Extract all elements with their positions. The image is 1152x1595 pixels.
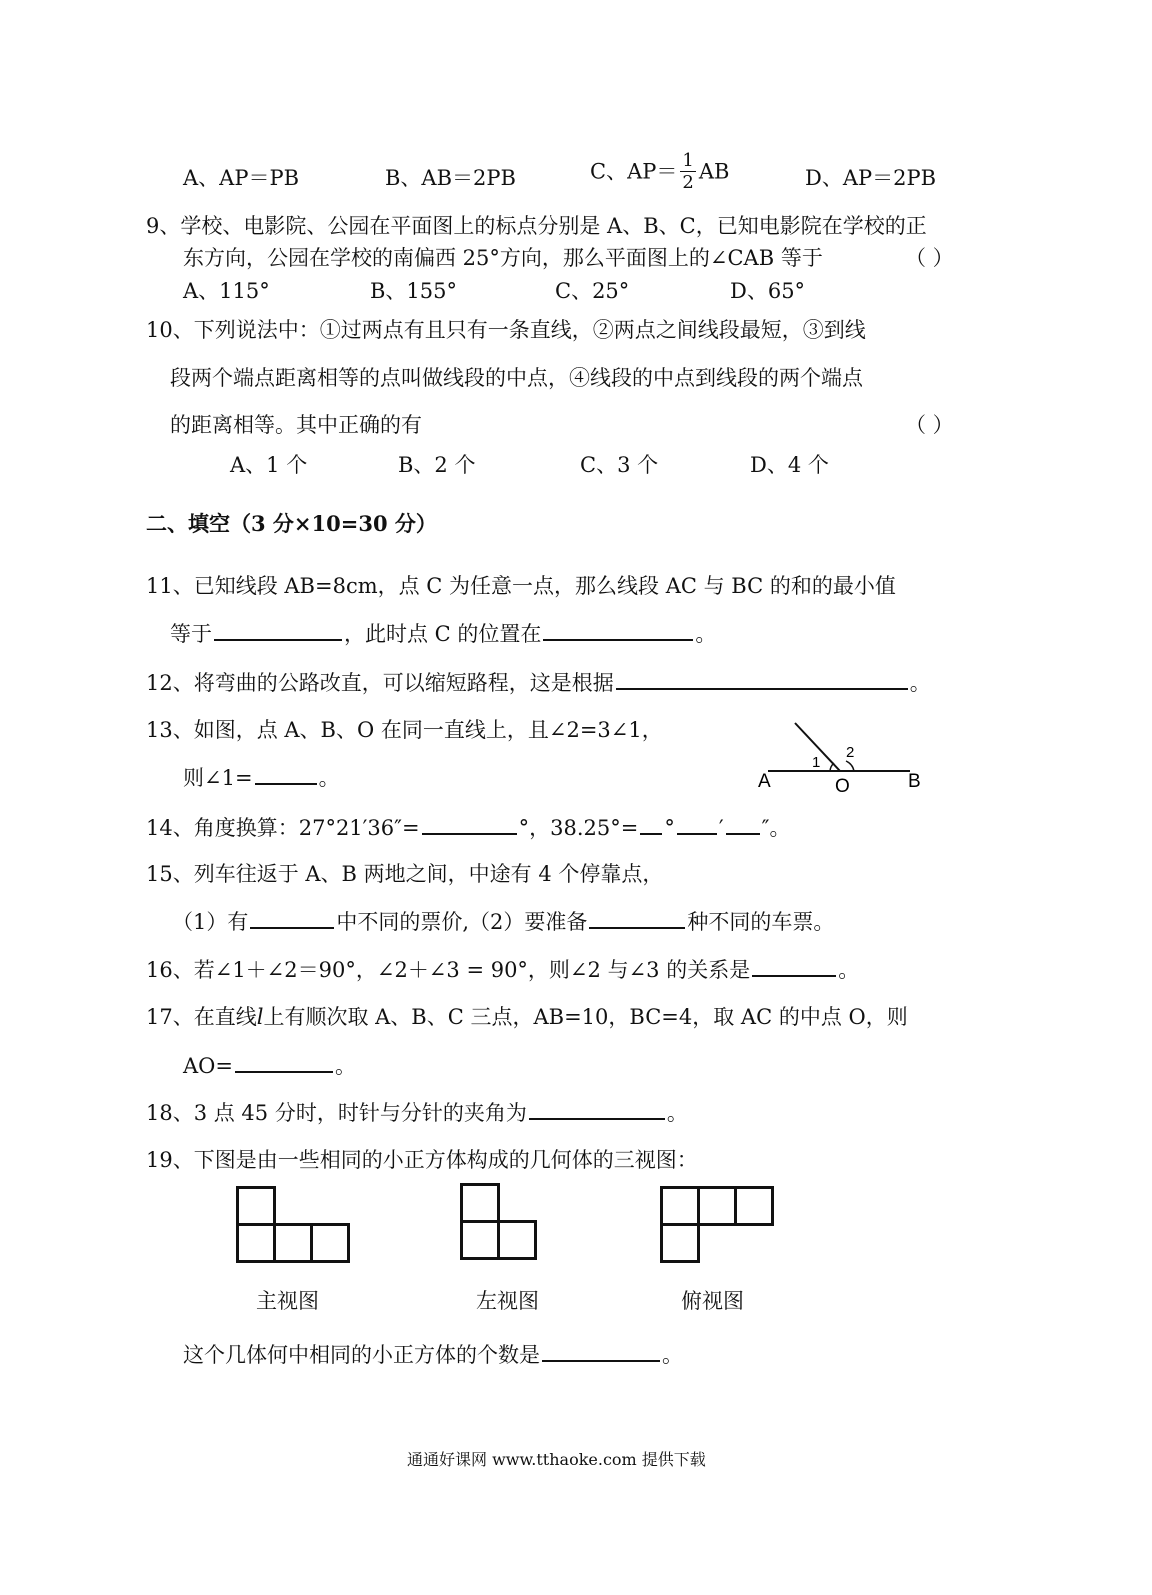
q10-option-d: D、4 个 — [750, 453, 829, 477]
q14-blank-sec[interactable] — [726, 832, 760, 835]
q17-blank[interactable] — [235, 1070, 333, 1073]
q17-prefix: AO= — [183, 1054, 233, 1078]
q12-blank[interactable] — [616, 687, 908, 690]
q14-text-b: °，38.25°= — [518, 816, 639, 840]
q14-min: ′ — [718, 816, 724, 840]
q18-text: 18、3 点 45 分时，时针与分针的夹角为 — [146, 1101, 527, 1125]
q11-middle: ，此时点 C 的位置在 — [344, 622, 542, 646]
q10-line3: 的距离相等。其中正确的有 — [170, 413, 422, 437]
q13-prefix: 则∠1= — [183, 766, 253, 790]
q11-line2 — [170, 624, 716, 645]
q10-paren: （ ） — [905, 413, 954, 437]
q8-option-b: B、AB＝2PB — [385, 166, 516, 190]
q15-part2: 中不同的票价,（2）要准备 — [336, 910, 588, 934]
q16-line — [146, 960, 859, 981]
q13-blank[interactable] — [255, 782, 317, 785]
q12-line — [146, 673, 931, 694]
top-view-grid — [660, 1186, 782, 1268]
q8-option-c-tail: AB — [698, 159, 730, 184]
grid-cell — [460, 1183, 500, 1223]
grid-cell — [660, 1186, 700, 1226]
q13-angle-figure — [750, 715, 940, 800]
grid-cell — [660, 1223, 700, 1263]
q14-deg: ° — [664, 816, 675, 840]
q17-text-a: 17、在直线 — [146, 1005, 257, 1029]
front-view-grid — [236, 1186, 358, 1268]
q9-paren: （ ） — [905, 246, 954, 270]
grid-cell — [236, 1186, 276, 1226]
grid-cell — [497, 1220, 537, 1260]
q17-line2 — [183, 1056, 356, 1077]
q15-blank-1[interactable] — [250, 926, 334, 929]
q9-option-a: A、115° — [183, 279, 270, 303]
grid-cell — [697, 1186, 737, 1226]
q14-blank-deg[interactable] — [640, 832, 662, 835]
left-view-grid — [460, 1183, 544, 1267]
top-view-caption: 俯视图 — [681, 1289, 744, 1313]
fraction-numerator: 1 — [682, 150, 694, 171]
q12-text: 12、将弯曲的公路改直，可以缩短路程，这是根据 — [146, 671, 614, 695]
grid-cell — [236, 1223, 276, 1263]
grid-cell — [734, 1186, 774, 1226]
q18-line — [146, 1103, 688, 1124]
q9-option-d: D、65° — [730, 279, 806, 303]
q10-line1: 10、下列说法中：①过两点有且只有一条直线，②两点之间线段最短，③到线 — [146, 318, 866, 342]
q18-blank[interactable] — [529, 1117, 665, 1120]
q14-sec: ″。 — [761, 816, 791, 840]
grid-cell — [273, 1223, 313, 1263]
q10-option-a: A、1 个 — [230, 453, 308, 477]
label-a: A — [758, 771, 771, 792]
q9-option-b: B、155° — [370, 279, 458, 303]
q9-line2: 东方向，公园在学校的南偏西 25°方向，那么平面图上的∠CAB 等于 — [183, 246, 823, 270]
q17-line-symbol: l — [256, 1005, 264, 1029]
q17-end: 。 — [334, 1054, 356, 1078]
q19-line1: 19、下图是由一些相同的小正方体构成的几何体的三视图： — [146, 1148, 698, 1172]
q19-answer-end: 。 — [662, 1343, 683, 1367]
q17-text-b: 上有顺次取 A、B、C 三点，AB=10，BC=4，取 AC 的中点 O，则 — [263, 1005, 908, 1029]
angle-arc — [830, 761, 854, 771]
q10-option-c: C、3 个 — [580, 453, 659, 477]
fraction-denominator: 2 — [682, 172, 694, 193]
q13-line2 — [183, 768, 340, 789]
q13-end: 。 — [318, 766, 340, 790]
q11-blank-1[interactable] — [214, 638, 342, 641]
q14-blank-1[interactable] — [422, 832, 517, 835]
left-view-caption: 左视图 — [476, 1289, 539, 1313]
q14-blank-min[interactable] — [677, 832, 717, 835]
q8-option-d: D、AP＝2PB — [805, 166, 937, 190]
q12-end: 。 — [909, 671, 931, 695]
q8-option-a: A、AP＝PB — [183, 166, 300, 190]
section-title: 二、填空（3 分×10=30 分） — [146, 511, 437, 536]
q15-blank-2[interactable] — [589, 926, 685, 929]
grid-cell — [310, 1223, 350, 1263]
q15-part1: （1）有 — [172, 910, 249, 934]
label-angle-2: 2 — [846, 744, 855, 761]
q8-fraction — [680, 152, 695, 192]
q11-blank-2[interactable] — [543, 638, 693, 641]
q8-option-c-label: C、AP＝ — [590, 159, 678, 184]
q18-end: 。 — [666, 1101, 688, 1125]
q9-option-c: C、25° — [555, 279, 630, 303]
footer-credit: 通通好课网 www.tthaoke.com 提供下载 — [407, 1450, 706, 1469]
q19-blank[interactable] — [542, 1359, 660, 1362]
q8-option-c — [590, 152, 729, 192]
q19-answer-line — [183, 1345, 683, 1366]
q9-line1: 9、学校、电影院、公园在平面图上的标点分别是 A、B、C，已知电影院在学校的正 — [146, 214, 927, 238]
q17-line1 — [146, 1007, 908, 1028]
grid-cell — [460, 1220, 500, 1260]
q16-blank[interactable] — [752, 974, 836, 977]
q16-end: 。 — [838, 958, 860, 982]
q16-text: 16、若∠1＋∠2＝90°，∠2＋∠3 = 90°，则∠2 与∠3 的关系是 — [146, 958, 751, 982]
q15-line1: 15、列车往返于 A、B 两地之间，中途有 4 个停靠点， — [146, 862, 664, 886]
q14-line — [146, 818, 790, 839]
q10-line2: 段两个端点距离相等的点叫做线段的中点，④线段的中点到线段的两个端点 — [170, 366, 863, 390]
q10-option-b: B、2 个 — [398, 453, 476, 477]
q11-prefix: 等于 — [170, 622, 212, 646]
label-o: O — [835, 776, 850, 797]
q15-part3: 种不同的车票。 — [687, 910, 835, 934]
q19-answer-text: 这个几体何中相同的小正方体的个数是 — [183, 1343, 540, 1367]
q14-text-a: 14、角度换算：27°21′36″= — [146, 816, 420, 840]
front-view-caption: 主视图 — [256, 1289, 319, 1313]
q15-line2 — [172, 912, 834, 933]
q11-line1: 11、已知线段 AB=8cm，点 C 为任意一点，那么线段 AC 与 BC 的和的最小值 — [146, 574, 896, 598]
q13-line1: 13、如图，点 A、B、O 在同一直线上，且∠2=3∠1， — [146, 718, 663, 742]
q11-end: 。 — [695, 622, 717, 646]
label-b: B — [908, 771, 921, 792]
label-angle-1: 1 — [812, 754, 821, 771]
